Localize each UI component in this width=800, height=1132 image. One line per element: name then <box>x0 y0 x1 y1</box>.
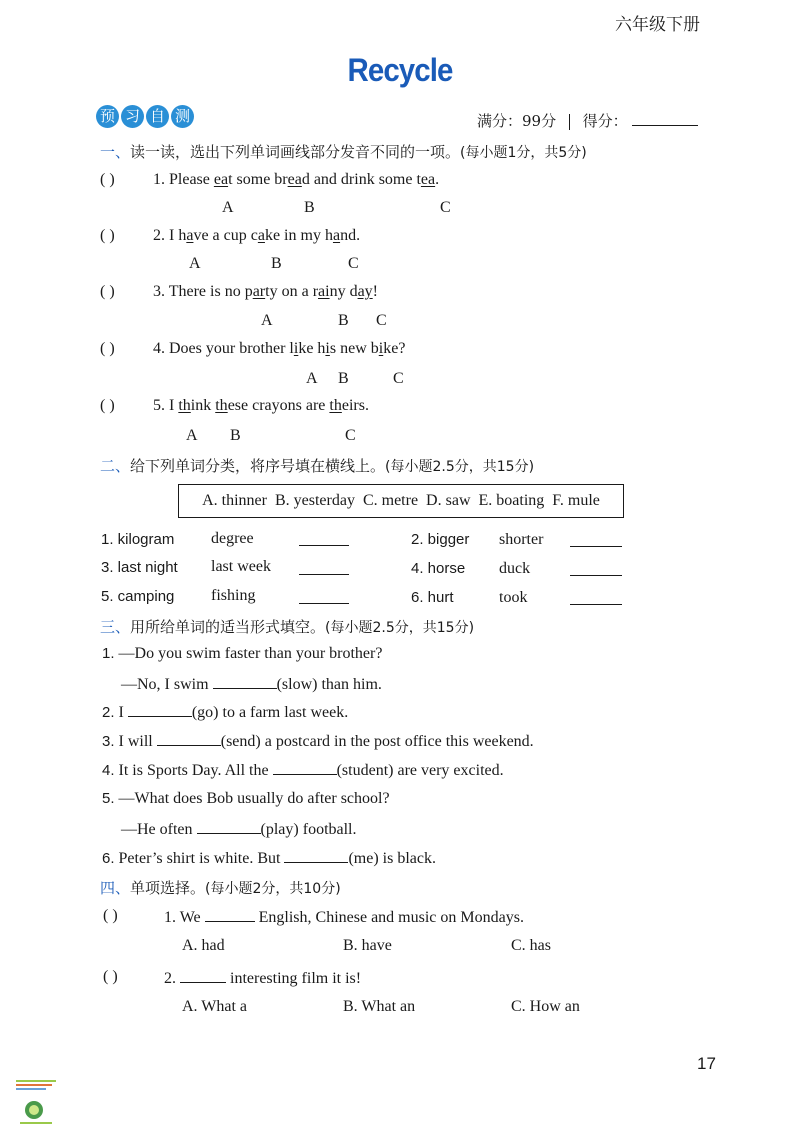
s3-q4: 4. It is Sports Day. All the (student) are very excited. <box>102 762 504 779</box>
answer-paren[interactable]: ( ) <box>103 907 118 924</box>
answer-blank[interactable] <box>128 702 192 717</box>
s1-q2: 2. I have a cup cake in my hand. <box>153 227 361 244</box>
s4-q1-option-b[interactable]: B. have <box>343 937 392 954</box>
option-letter: B <box>338 312 349 329</box>
s2-row-3-n2: 6. hurt <box>411 589 454 606</box>
badge-char: 习 <box>121 105 144 128</box>
section-score: (每小题2.5分，共15分) <box>325 620 475 636</box>
answer-blank[interactable] <box>570 532 622 547</box>
option-letter: A <box>306 370 318 387</box>
s1-q3: 3. There is no party on a rainy day! <box>153 283 378 300</box>
badge-char: 预 <box>96 105 119 128</box>
s4-q1-option-a[interactable]: A. had <box>182 937 225 954</box>
s4-q2-option-b[interactable]: B. What an <box>343 998 416 1015</box>
s3-q1-question: 1. —Do you swim faster than your brother? <box>102 645 383 662</box>
badge-char: 测 <box>171 105 194 128</box>
word-bank-box: A. thinner B. yesterday C. metre D. saw E. boating F. mule <box>178 484 624 518</box>
section-text: 给下列单词分类，将序号填在横线上。 <box>130 457 386 475</box>
full-score: 满分：99分 <box>477 112 557 130</box>
option-letter: A <box>261 312 273 329</box>
section-text: 单项选择。 <box>130 879 206 897</box>
score-blank[interactable] <box>632 111 698 126</box>
section-3-heading <box>100 616 474 637</box>
section-text: 读一读，选出下列单词画线部分发音不同的一项。 <box>130 143 461 161</box>
answer-paren[interactable]: ( ) <box>100 397 115 414</box>
answer-blank[interactable] <box>570 561 622 576</box>
option-letter: C <box>348 255 359 272</box>
answer-blank[interactable] <box>213 674 277 689</box>
option-letter: B <box>304 199 315 216</box>
s1-q4: 4. Does your brother like his new bike? <box>153 340 406 357</box>
s3-q2: 2. I (go) to a farm last week. <box>102 704 349 721</box>
section-2-heading <box>100 455 534 476</box>
s2-row-3-w2: took <box>499 589 528 606</box>
option-letter: A <box>186 427 198 444</box>
grade-label: 六年级下册 <box>615 15 700 35</box>
section-number: 四、 <box>100 879 131 897</box>
answer-blank[interactable] <box>299 531 349 546</box>
s4-q2-option-a[interactable]: A. What a <box>182 998 248 1015</box>
option-letter: B <box>230 427 241 444</box>
answer-blank[interactable] <box>157 731 221 746</box>
score-line <box>477 110 698 131</box>
s3-q5-answer: —He often (play) football. <box>121 821 357 838</box>
option-letter: B <box>338 370 349 387</box>
option-letter: A <box>222 199 234 216</box>
answer-blank[interactable] <box>299 589 349 604</box>
section-score: (每小题2.5分，共15分) <box>385 459 535 475</box>
s2-row-2-w1: last week <box>211 558 271 575</box>
answer-blank[interactable] <box>180 968 226 983</box>
section-4-heading <box>100 877 341 898</box>
s2-row-3-w1: fishing <box>211 587 256 604</box>
answer-blank[interactable] <box>197 819 261 834</box>
section-score: (每小题2分，共10分) <box>205 881 341 897</box>
answer-blank[interactable] <box>284 848 348 863</box>
answer-paren[interactable]: ( ) <box>100 171 115 188</box>
answer-blank[interactable] <box>299 560 349 575</box>
option-letter: C <box>440 199 451 216</box>
s2-row-2-w2: duck <box>499 560 531 577</box>
s4-q1: 1. We English, Chinese and music on Mondays. <box>164 909 524 926</box>
s4-q2-option-c[interactable]: C. How an <box>511 998 580 1015</box>
s1-q1: 1. Please eat some bread and drink some tea. <box>153 171 440 188</box>
answer-paren[interactable]: ( ) <box>100 340 115 357</box>
s2-row-1-w1: degree <box>211 530 254 547</box>
section-number: 一、 <box>100 143 131 161</box>
s3-q1-answer: —No, I swim (slow) than him. <box>121 676 382 693</box>
option-letter: C <box>345 427 356 444</box>
s2-row-1-n2: 2. bigger <box>411 531 470 548</box>
s4-q2: 2. interesting film it is! <box>164 970 362 987</box>
preview-badge <box>96 105 194 128</box>
answer-paren[interactable]: ( ) <box>100 283 115 300</box>
s2-row-1-w2: shorter <box>499 531 544 548</box>
s2-row-2-n2: 4. horse <box>411 560 466 577</box>
s2-row-1-n1: 1. kilogram <box>101 531 175 548</box>
section-score: (每小题1分，共5分) <box>460 145 587 161</box>
corner-logo-icon <box>14 1078 58 1131</box>
score-divider <box>569 114 570 130</box>
option-letter: C <box>393 370 404 387</box>
option-letter: A <box>189 255 201 272</box>
badge-char: 自 <box>146 105 169 128</box>
answer-blank[interactable] <box>570 590 622 605</box>
s1-q5: 5. I think these crayons are theirs. <box>153 397 369 414</box>
s3-q6: 6. Peter’s shirt is white. But (me) is black. <box>102 850 436 867</box>
section-number: 三、 <box>100 618 131 636</box>
section-text: 用所给单词的适当形式填空。 <box>130 618 326 636</box>
s3-q5-question: 5. —What does Bob usually do after school? <box>102 790 390 807</box>
s2-row-3-n1: 5. camping <box>101 588 175 605</box>
section-1-heading <box>100 141 587 162</box>
s2-row-2-n1: 3. last night <box>101 559 178 576</box>
s3-q3: 3. I will (send) a postcard in the post office this weekend. <box>102 733 534 750</box>
page-number: 17 <box>697 1054 716 1073</box>
s4-q1-option-c[interactable]: C. has <box>511 937 551 954</box>
answer-blank[interactable] <box>205 907 255 922</box>
option-letter: B <box>271 255 282 272</box>
score-label: 得分： <box>582 112 628 130</box>
option-letter: C <box>376 312 387 329</box>
answer-blank[interactable] <box>273 760 337 775</box>
section-number: 二、 <box>100 457 131 475</box>
page-title: Recycle <box>347 52 453 88</box>
answer-paren[interactable]: ( ) <box>100 227 115 244</box>
answer-paren[interactable]: ( ) <box>103 968 118 985</box>
